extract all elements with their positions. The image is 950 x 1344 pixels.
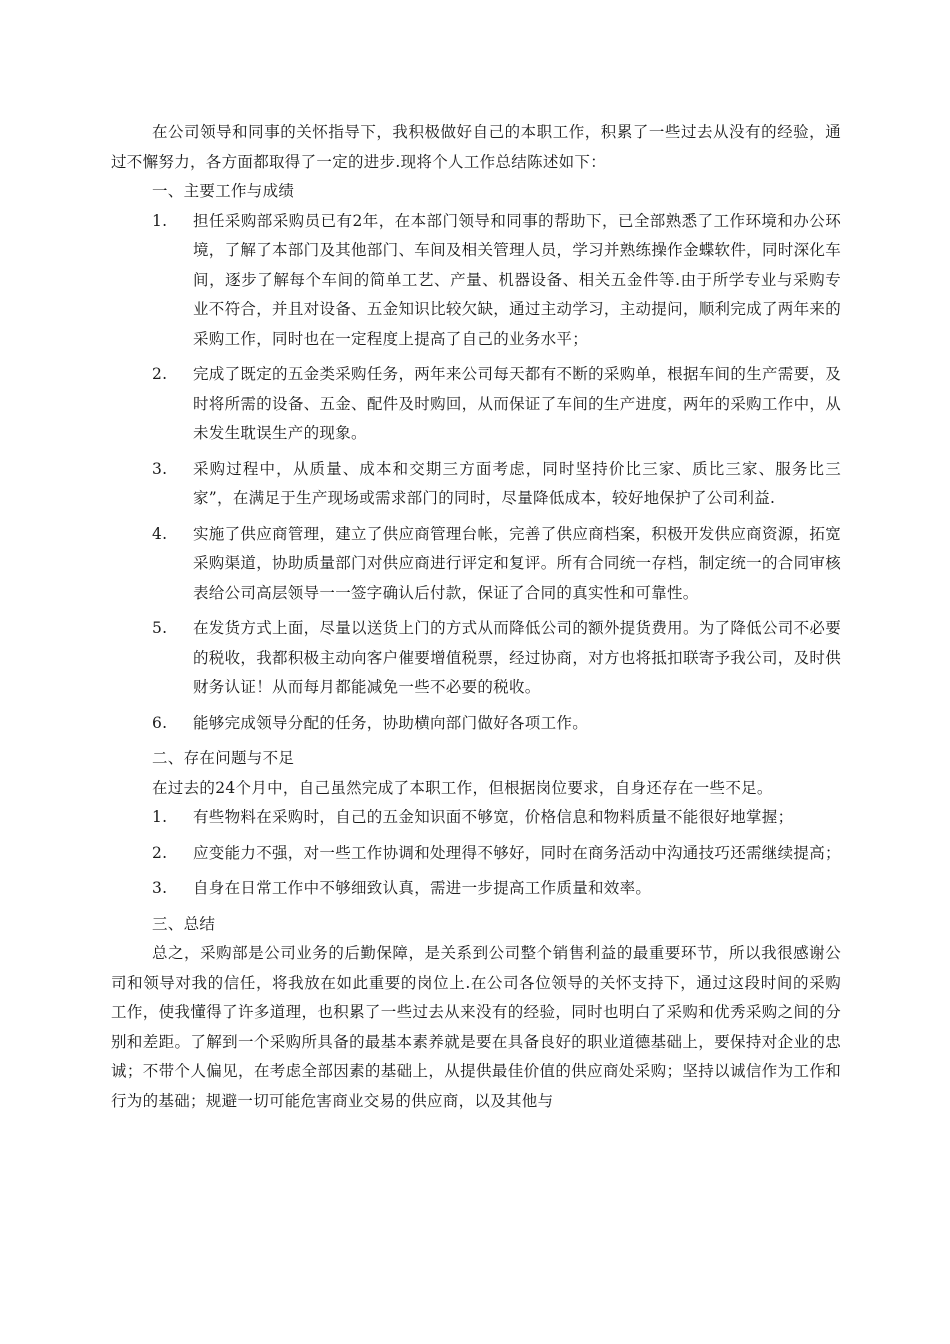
list-item [111,803,841,833]
list-item-text: 能够完成领导分配的任务，协助横向部门做好各项工作。 [193,713,589,732]
section2-heading: 二、存在问题与不足 [152,749,295,767]
list-item-number: 3. [152,459,168,478]
list-item-text: 担任采购部采购员已有2年，在本部门领导和同事的帮助下，已全部熟悉了工作环境和办公环境，了解了本部门及其他部门、车间及相关管理人员，学习并熟练操作金蝶软件，同时深化车间，逐步了解每个车间的简单工艺、产量、机器设备、相关五金件等.由于所学专业与采购专业不符合，并且对设备、五金知识比较欠缺，通过主动学习，主动提问，顺利完成了两年来的采购工作，同时也在一定程度上提高了自己的业务水平； [193,211,841,348]
list-item [111,614,841,703]
list-item [111,360,841,449]
list-item-text: 应变能力不强，对一些工作协调和处理得不够好，同时在商务活动中沟通技巧还需继续提高； [193,843,841,862]
section3-heading: 三、总结 [152,914,216,933]
document-body [111,118,841,1116]
list-item-number: 3. [152,879,168,897]
section2-lead: 在过去的24个月中，自己虽然完成了本职工作，但根据岗位要求，自身还存在一些不足。 [152,778,773,797]
list-item [111,709,841,739]
list-item-number: 1. [152,211,168,230]
list-item-number: 4. [152,524,168,543]
list-item-text: 采购过程中，从质量、成本和交期三方面考虑，同时坚持价比三家、质比三家、服务比三家”，在满足于生产现场或需求部门的同时，尽量降低成本，较好地保护了公司利益. [193,459,841,507]
list-item [111,207,841,355]
list-item-number: 5. [152,619,168,637]
list-item-number: 1. [152,808,168,826]
summary-paragraph: 总之，采购部是公司业务的后勤保障，是关系到公司整个销售利益的最重要环节，所以我很感谢公司和领导对我的信任，将我放在如此重要的岗位上.在公司各位领导的关怀支持下，通过这段时间的采购工作，使我懂得了许多道理，也积累了一些过去从来没有的经验，同时也明白了采购和优秀采购之间的分别和差距。了解到一个采购所具备的最基本素养就是要在具备良好的职业道德基础上，要保持对企业的忠诚；不带个人偏见，在考虑全部因素的基础上，从提供最佳价值的供应商处采购；坚持以诚信作为工作和行为的基础；规避一切可能危害商业交易的供应商，以及其他与 [111,944,841,1110]
section1-heading: 一、主要工作与成绩 [152,182,295,200]
list-item [111,874,841,904]
achievements-list [111,207,841,739]
list-item-number: 2. [152,843,168,862]
list-item [111,839,841,869]
list-item-number: 6. [152,713,168,732]
list-item-text: 实施了供应商管理，建立了供应商管理台帐，完善了供应商档案，积极开发供应商资源，拓宽采购渠道，协助质量部门对供应商进行评定和复评。所有合同统一存档，制定统一的合同审核表给公司高层领导一一签字确认后付款，保证了合同的真实性和可靠性。 [193,524,841,602]
list-item-text: 在发货方式上面，尽量以送货上门的方式从而降低公司的额外提货费用。为了降低公司不必要的税收，我都积极主动向客户催要增值税票，经过协商，对方也将抵扣联寄予我公司，及时供财务认证！从而每月都能减免一些不必要的税收。 [193,619,841,696]
list-item-text: 有些物料在采购时，自己的五金知识面不够宽，价格信息和物料质量不能很好地掌握； [193,808,794,826]
shortcomings-list [111,803,841,904]
list-item [111,520,841,609]
list-item-number: 2. [152,365,168,383]
list-item [111,455,841,514]
list-item-text: 完成了既定的五金类采购任务，两年来公司每天都有不断的采购单，根据车间的生产需要，及时将所需的设备、五金、配件及时购回，从而保证了车间的生产进度，两年的采购工作中，从未发生耽误生产的现象。 [193,365,841,442]
list-item-text: 自身在日常工作中不够细致认真，需进一步提高工作质量和效率。 [193,879,652,897]
intro-paragraph: 在公司领导和同事的关怀指导下，我积极做好自己的本职工作，积累了一些过去从没有的经验，通过不懈努力，各方面都取得了一定的进步.现将个人工作总结陈述如下： [111,123,841,171]
